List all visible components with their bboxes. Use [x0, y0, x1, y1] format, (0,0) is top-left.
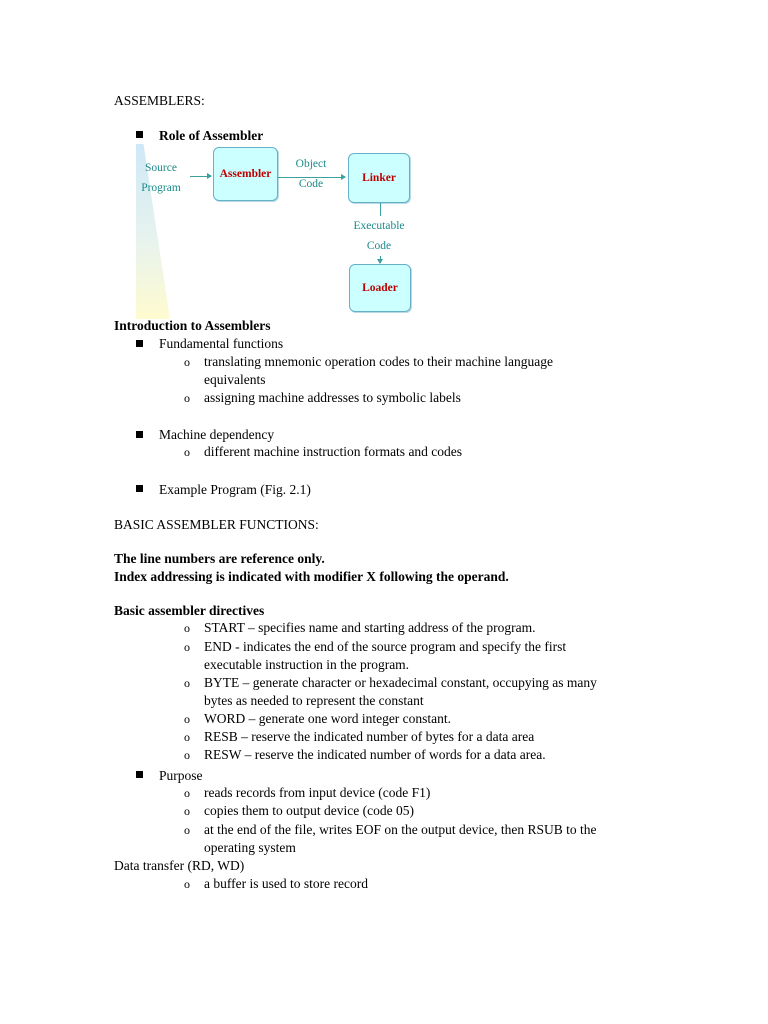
circle-bullet-icon: o [184, 730, 190, 744]
note-index-addressing: Index addressing is indicated with modifier X following the operand. [114, 569, 509, 584]
data-transfer-1: a buffer is used to store record [204, 876, 368, 891]
source-program-label: Source Program [141, 162, 181, 194]
circle-bullet-icon: o [184, 804, 190, 818]
directive-resw: RESW – reserve the indicated number of words for a data area. [204, 747, 546, 762]
md1: different machine instruction formats and codes [204, 444, 463, 459]
square-bullet-icon [136, 485, 143, 492]
f2: assigning machine addresses to symbolic labels [204, 390, 461, 405]
square-bullet-icon [136, 431, 143, 438]
circle-bullet-icon: o [184, 621, 190, 635]
f1-line2: equivalents [204, 372, 266, 387]
fundamental-functions: Fundamental functions [159, 336, 284, 351]
square-bullet-icon [136, 340, 143, 347]
circle-bullet-icon: o [184, 640, 190, 654]
circle-bullet-icon: o [184, 748, 190, 762]
purpose-1: reads records from input device (code F1) [204, 785, 431, 800]
role-heading: Role of Assembler [159, 128, 264, 143]
square-bullet-icon [136, 771, 143, 778]
directive-start: START – specifies name and starting address of the program. [204, 620, 536, 635]
purpose-3-line2: operating system [204, 840, 296, 855]
directives-heading: Basic assembler directives [114, 603, 265, 618]
purpose-3-line1: at the end of the file, writes EOF on the output device, then RSUB to the [204, 822, 597, 837]
directive-end-line2: executable instruction in the program. [204, 657, 410, 672]
intro-heading: Introduction to Assemblers [114, 318, 271, 333]
object-code-label: Object Code [295, 158, 327, 190]
note-line-numbers: The line numbers are reference only. [114, 551, 325, 566]
circle-bullet-icon: o [184, 877, 190, 891]
directive-end-line1: END - indicates the end of the source program and specify the first [204, 639, 567, 654]
f1-line1: translating mnemonic operation codes to their machine language [204, 354, 554, 369]
example-program: Example Program (Fig. 2.1) [159, 482, 311, 497]
circle-bullet-icon: o [184, 823, 190, 837]
loader-box: Loader [349, 264, 411, 312]
arrow-assembler-to-linker [278, 177, 345, 178]
purpose: Purpose [159, 768, 203, 783]
directive-word: WORD – generate one word integer constant. [204, 711, 452, 726]
assembler-box: Assembler [213, 147, 278, 201]
purpose-2: copies them to output device (code 05) [204, 803, 414, 818]
data-transfer: Data transfer (RD, WD) [114, 858, 245, 873]
directive-resb: RESB – reserve the indicated number of bytes for a data area [204, 729, 535, 744]
circle-bullet-icon: o [184, 445, 190, 459]
arrow-source-to-assembler [190, 176, 211, 177]
circle-bullet-icon: o [184, 391, 190, 405]
circle-bullet-icon: o [184, 786, 190, 800]
circle-bullet-icon: o [184, 676, 190, 690]
directive-byte-line2: bytes as needed to represent the constant [204, 693, 424, 708]
executable-code-label: Executable Code [344, 216, 414, 256]
linker-box: Linker [348, 153, 410, 203]
page-title: ASSEMBLERS: [114, 93, 205, 108]
square-bullet-icon [136, 131, 143, 138]
directive-byte-line1: BYTE – generate character or hexadecimal constant, occupying as many [204, 675, 597, 690]
circle-bullet-icon: o [184, 712, 190, 726]
machine-dependency: Machine dependency [159, 427, 275, 442]
basic-heading: BASIC ASSEMBLER FUNCTIONS: [114, 517, 319, 532]
circle-bullet-icon: o [184, 355, 190, 369]
